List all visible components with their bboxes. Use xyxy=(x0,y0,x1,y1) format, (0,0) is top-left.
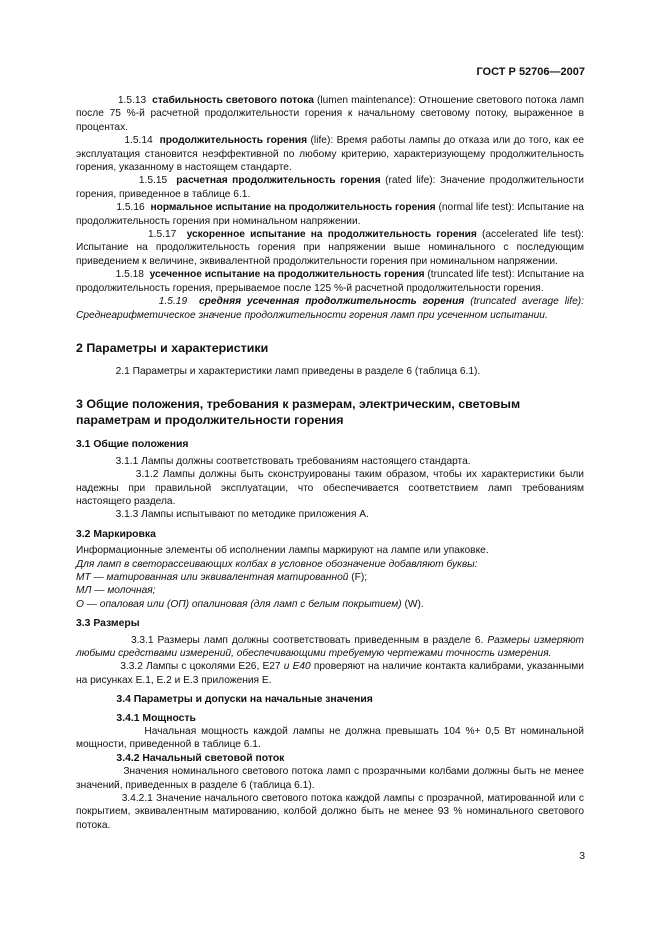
clause-number: 1.5.19 xyxy=(158,296,188,308)
term: средняя усеченная продолжительность горения xyxy=(198,296,465,308)
paragraph-text: Для ламп в светорассеивающих колбах в условное обозначение добавляют буквы: xyxy=(76,558,478,570)
paragraph-text: 2.1 Параметры и характеристики ламп приведены в разделе 6 (таблица 6.1). xyxy=(115,365,481,377)
paragraph-2-1 xyxy=(76,365,584,378)
document-header: ГОСТ Р 52706—2007 xyxy=(476,66,585,78)
paragraph-3-4-1 xyxy=(76,725,584,752)
paragraph-3-2-info xyxy=(76,544,584,557)
subsection-3-4-2-heading xyxy=(76,752,584,765)
heading-text: 3.4 Параметры и допуски на начальные значения xyxy=(116,694,373,706)
marking-text: МТ — матированная или эквивалентная матированной xyxy=(76,571,349,583)
paragraph-3-1-2 xyxy=(76,468,584,508)
term: усеченное испытание на продолжительность горения xyxy=(149,269,425,281)
paragraph-text: Значения номинального светового потока ламп с прозрачными колбами должны быть не менее значений, приведенных в разделе 6 (таблица 6.1). xyxy=(76,766,584,791)
definition-1-5-17 xyxy=(76,228,584,268)
page-content xyxy=(76,94,584,832)
term: нормальное испытание на продолжительность горения xyxy=(150,202,436,214)
definition-1-5-16 xyxy=(76,201,584,228)
clause-number: 1.5.18 xyxy=(115,269,144,281)
paragraph-text: 3.1.1 Лампы должны соответствовать требованиям настоящего стандарта. xyxy=(115,455,471,467)
paragraph-text: 3.1.3 Лампы испытывают по методике приложения А. xyxy=(115,509,369,521)
paragraph-text: 3.3.2 Лампы с цоколями Е26, Е27 xyxy=(120,661,284,673)
subsection-3-1-heading: 3.1 Общие положения xyxy=(76,439,189,451)
paragraph-text-italic: и Е40 xyxy=(283,661,311,673)
term: продолжительность горения xyxy=(159,135,308,147)
marking-mt xyxy=(76,571,584,584)
marking-code: (W). xyxy=(401,598,424,610)
clause-number: 1.5.16 xyxy=(116,202,145,214)
paragraph-3-3-1 xyxy=(76,634,584,661)
definition-text: (life): Время работы лампы до отказа или до того, как ее эксплуатация становится неэффективной по любому критерию, характеризующему продолжительность горения, указанному в настоящем стандарте. xyxy=(76,135,584,174)
marking-ml xyxy=(76,584,584,597)
paragraph-text: Начальная мощность каждой лампы не должна превышать 104 %+ 0,5 Вт номинальной мощности, приведенной в таблице 6.1. xyxy=(76,726,584,751)
marking-o xyxy=(76,598,584,611)
clause-number: 1.5.14 xyxy=(124,135,153,147)
paragraph-text: проверяют на наличие контакта калибрами, указанными на рисунках Е.1, Е.2 и Е.3 приложения Е. xyxy=(76,661,584,686)
subsection-3-2-heading: 3.2 Маркировка xyxy=(76,528,156,540)
section-3-heading: 3 Общие положения, требования к размерам, электрическим, световым параметрам и продолжительности горения xyxy=(76,397,521,428)
marking-text: МЛ — молочная; xyxy=(76,585,156,597)
term: расчетная продолжительность горения xyxy=(176,175,381,187)
paragraph-3-1-3 xyxy=(76,508,584,521)
clause-number: 1.5.17 xyxy=(147,229,177,241)
subsection-3-4-1-heading xyxy=(76,712,584,725)
definition-text: (accelerated life test): Испытание на продолжительность горения при напряжении выше номинального с последующим приведением к величине, эквивалентной продолжительности горения при номинальном напряжении. xyxy=(76,229,585,267)
paragraph-3-4-2-1 xyxy=(76,792,584,832)
subsection-3-4-heading xyxy=(76,693,584,706)
marking-text: О — опаловая или (ОП) опалиновая (для ламп с белым покрытием) xyxy=(76,598,402,610)
definition-text: (truncated average life): Среднеарифметическое значение продолжительности горения ламп при усеченном испытании. xyxy=(76,296,584,321)
page-number: 3 xyxy=(579,851,585,862)
definition-text: (truncated life test): Испытание на продолжительность горения, прерываемое после 125 %-й расчетной продолжительности горения. xyxy=(76,269,584,294)
paragraph-text: 3.1.2 Лампы должны быть сконструированы таким образом, чтобы их характеристики были надежны при правильной эксплуатации, что обеспечивается соответствием ламп требованиям настоящего раздела. xyxy=(76,469,584,507)
paragraph-3-1-1 xyxy=(76,455,584,468)
heading-text: 3.4.2 Начальный световой поток xyxy=(116,752,285,764)
paragraph-3-4-2 xyxy=(76,765,584,792)
definition-1-5-13 xyxy=(76,94,584,134)
term: ускоренное испытание на продолжительность горения xyxy=(186,229,477,241)
definition-1-5-19 xyxy=(76,295,584,322)
definition-text: (rated life): Значение продолжительности горения, приведенное в таблице 6.1. xyxy=(76,175,584,200)
subsection-3-3-heading: 3.3 Размеры xyxy=(76,618,140,630)
paragraph-text: Информационные элементы об исполнении лампы маркируют на лампе или упаковке. xyxy=(76,545,489,557)
clause-number: 1.5.13 xyxy=(117,95,147,106)
definition-1-5-14 xyxy=(76,134,584,174)
paragraph-text: 3.3.1 Размеры ламп должны соответствовать приведенным в разделе 6. xyxy=(130,634,488,646)
marking-code: (F); xyxy=(348,571,368,583)
clause-number: 1.5.15 xyxy=(138,175,168,187)
paragraph-3-2-letters xyxy=(76,558,584,571)
section-2-heading: 2 Параметры и характеристики xyxy=(76,340,269,355)
term: стабильность светового потока xyxy=(152,95,314,106)
definition-1-5-15 xyxy=(76,174,584,201)
definition-text: (normal life test): Испытание на продолжительность горения при номинальном напряжении. xyxy=(76,202,584,227)
definition-text: (lumen maintenance): Отношение светового потока ламп после 75 %-й расчетной продолжительности горения к начальному световому потоку, выраженное в процентах. xyxy=(76,95,584,133)
heading-text: 3.4.1 Мощность xyxy=(116,712,196,724)
paragraph-3-3-2 xyxy=(76,660,584,687)
paragraph-text: 3.4.2.1 Значение начального светового потока каждой лампы с прозрачной, матированной или с покрытием, эквивалентным матированию, колбой должно быть не менее 93 % номинального светового потока. xyxy=(76,793,584,831)
paragraph-text-italic: Размеры измеряют любыми средствами измерений, обеспечивающими требуемую чертежами точность измерения. xyxy=(76,634,584,659)
definition-1-5-18 xyxy=(76,268,584,295)
